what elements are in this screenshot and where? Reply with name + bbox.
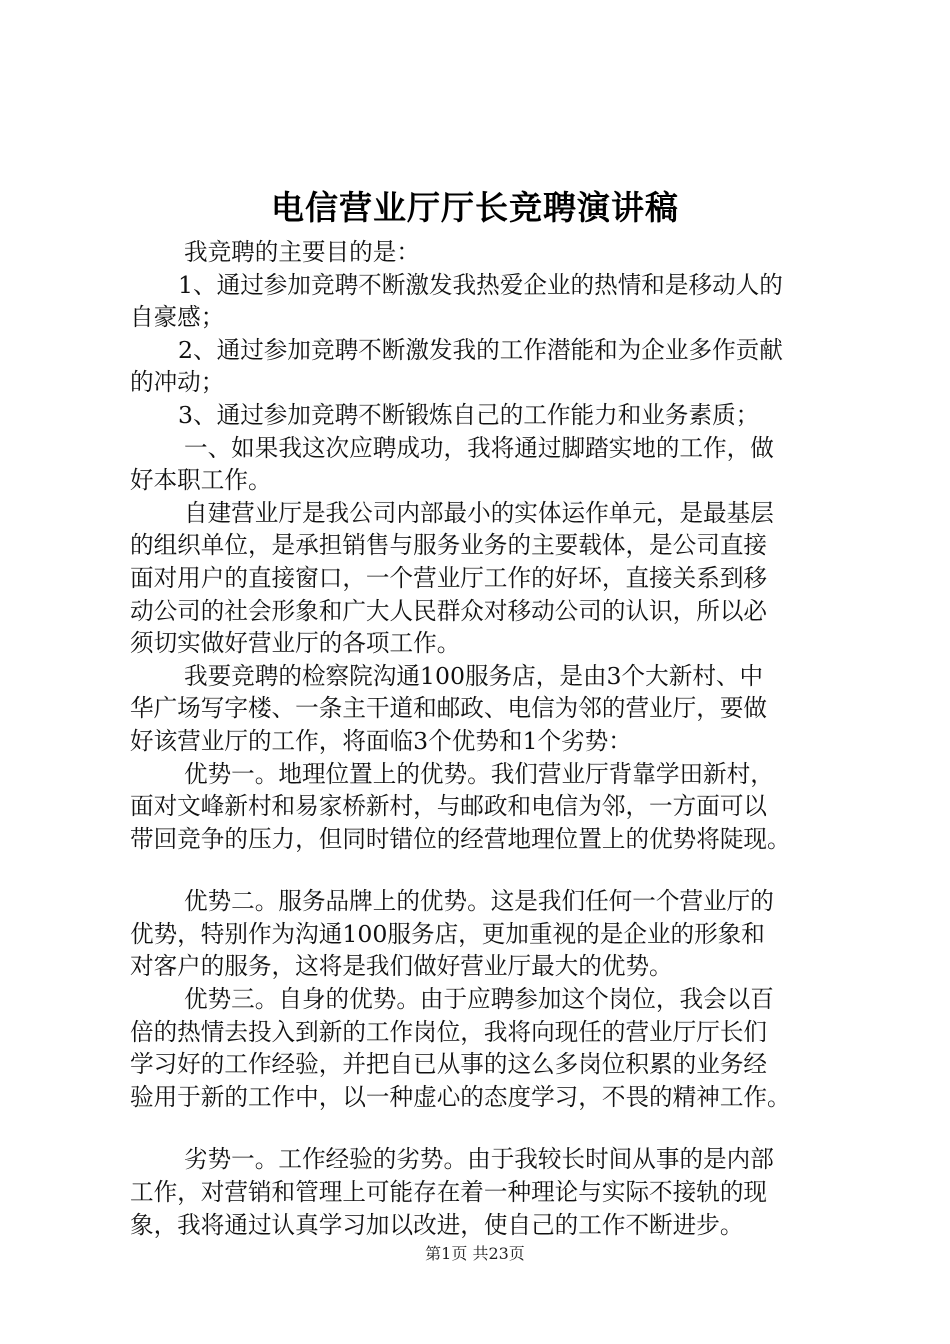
text-line: 象，我将通过认真学习加以改进，使自己的工作不断进步。 (130, 1210, 744, 1239)
page-footer: 第1页 共23页 (425, 1244, 525, 1263)
document-body (130, 236, 830, 1241)
text-line: 优势一。地理位置上的优势。我们营业厅背靠学田新村， (184, 759, 774, 788)
document-title: 电信营业厅厅长竞聘演讲稿 (271, 188, 679, 227)
text-line: 自建营业厅是我公司内部最小的实体运作单元，是最基层 (184, 498, 774, 527)
text-line: 优势二。服务品牌上的优势。这是我们任何一个营业厅的 (184, 887, 774, 916)
text-line: 好该营业厅的工作，将面临3个优势和1个劣势： (130, 726, 632, 755)
text-line: 动公司的社会形象和广大人民群众对移动公司的认识，所以必 (130, 596, 768, 625)
text-line: 的冲动； (130, 368, 225, 397)
text-line: 劣势一。工作经验的劣势。由于我较长时间从事的是内部 (184, 1145, 774, 1174)
text-line: 3、通过参加竞聘不断锻炼自己的工作能力和业务素质； (178, 400, 760, 429)
text-line: 华广场写字楼、一条主干道和邮政、电信为邻的营业厅，要做 (130, 694, 768, 723)
text-line: 须切实做好营业厅的各项工作。 (130, 629, 461, 658)
text-line: 一、如果我这次应聘成功，我将通过脚踏实地的工作，做 (184, 433, 774, 462)
text-line: 面对用户的直接窗口，一个营业厅工作的好坏，直接关系到移 (130, 563, 768, 592)
text-line: 1、通过参加竞聘不断激发我热爱企业的热情和是移动人的 (178, 270, 783, 299)
text-line: 学习好的工作经验，并把自已从事的这么多岗位积累的业务经 (130, 1050, 768, 1079)
text-line: 自豪感； (130, 303, 225, 332)
text-line: 带回竞争的压力，但同时错位的经营地理位置上的优势将陡现。 (130, 824, 791, 853)
text-line: 好本职工作。 (130, 466, 272, 495)
text-line: 优势三。自身的优势。由于应聘参加这个岗位，我会以百 (184, 985, 774, 1014)
text-line: 优势，特别作为沟通100服务店，更加重视的是企业的形象和 (130, 919, 765, 948)
text-line: 工作，对营销和管理上可能存在着一种理论与实际不接轨的现 (130, 1178, 768, 1207)
text-line: 2、通过参加竞聘不断激发我的工作潜能和为企业多作贡献 (178, 335, 783, 364)
paragraph-gap (130, 1113, 830, 1143)
paragraph-gap (130, 855, 830, 885)
text-line: 对客户的服务，这将是我们做好营业厅最大的优势。 (130, 952, 673, 981)
text-line: 我要竞聘的检察院沟通100服务店，是由3个大新村、中 (184, 661, 764, 690)
text-line: 验用于新的工作中，以一种虚心的态度学习，不畏的精神工作。 (130, 1082, 791, 1111)
text-line: 我竞聘的主要目的是： (184, 238, 420, 266)
text-line: 的组织单位，是承担销售与服务业务的主要载体，是公司直接 (130, 531, 768, 560)
text-line: 面对文峰新村和易家桥新村，与邮政和电信为邻，一方面可以 (130, 792, 768, 821)
text-line: 倍的热情去投入到新的工作岗位，我将向现任的营业厅厅长们 (130, 1017, 768, 1046)
